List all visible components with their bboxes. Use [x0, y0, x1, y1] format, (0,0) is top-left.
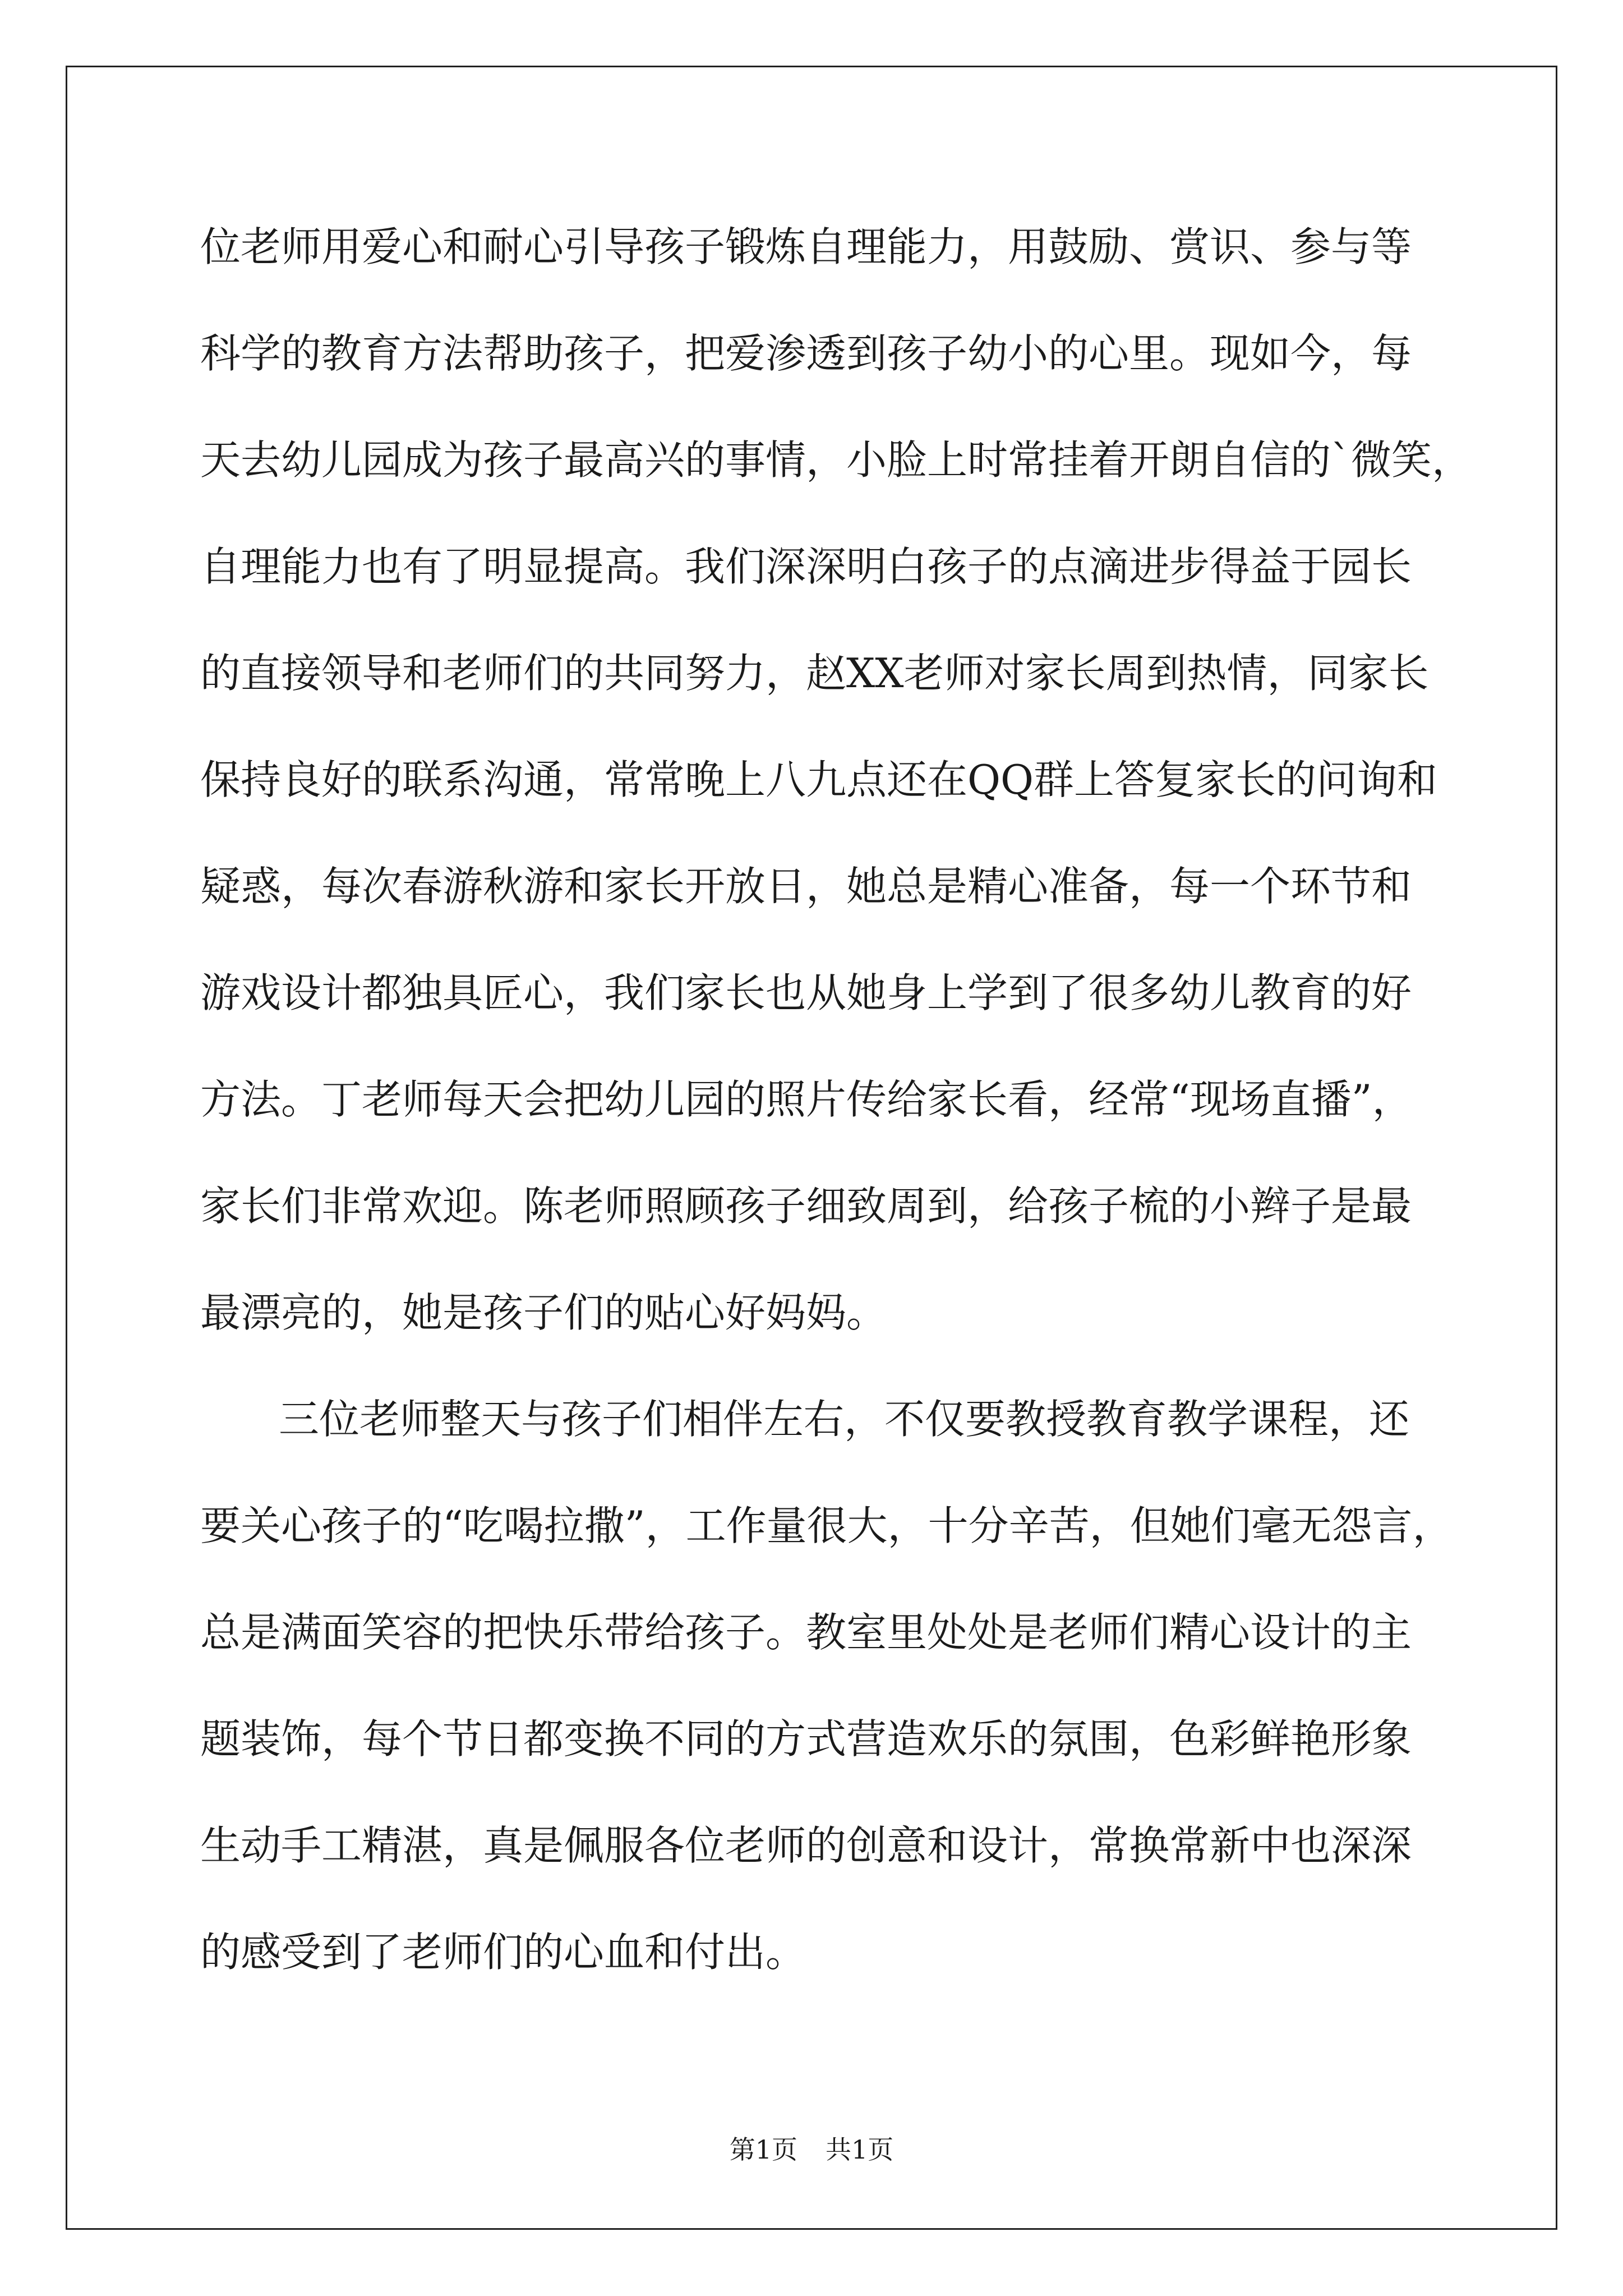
page-number: 第1页: [729, 2134, 797, 2165]
text-line: 游戏设计都独具匠心，我们家长也从她身上学到了很多幼儿教育的好: [200, 969, 1412, 1016]
text-line: 生动手工精湛，真是佩服各位老师的创意和设计，常换常新中也深深: [200, 1822, 1412, 1869]
text-line: 最漂亮的，她是孩子们的贴心好妈妈。: [200, 1289, 887, 1336]
text-line: 位老师用爱心和耐心引导孩子锻炼自理能力，用鼓励、赏识、参与等: [200, 223, 1412, 270]
text-line: 家长们非常欢迎。陈老师照顾孩子细致周到，给孩子梳的小辫子是最: [200, 1182, 1412, 1230]
paragraph-start-line: 三位老师整天与孩子们相伴左右，不仅要教授教育教学课程，还: [279, 1396, 1410, 1443]
page-footer: [0, 2129, 1623, 2166]
document-body: [200, 213, 1473, 2025]
text-line: 天去幼儿园成为孩子最高兴的事情，小脸上时常挂着开朗自信的`微笑，: [200, 436, 1473, 484]
text-line: 方法。丁老师每天会把幼儿园的照片传给家长看，经常“现场直播”，: [200, 1076, 1413, 1123]
text-line: 总是满面笑容的把快乐带给孩子。教室里处处是老师们精心设计的主: [200, 1609, 1412, 1656]
text-line: 题装饰，每个节日都变换不同的方式营造欢乐的氛围，色彩鲜艳形象: [200, 1715, 1412, 1763]
text-line: 的感受到了老师们的心血和付出。: [200, 1929, 806, 1976]
text-line: 自理能力也有了明显提高。我们深深明白孩子的点滴进步得益于园长: [200, 543, 1412, 590]
page-total: 共1页: [826, 2134, 894, 2165]
text-line: 要关心孩子的“吃喝拉撒”，工作量很大，十分辛苦，但她们毫无怨言，: [200, 1502, 1453, 1549]
text-line: 保持良好的联系沟通，常常晚上八九点还在QQ群上答复家长的问询和: [200, 756, 1438, 803]
text-line: 科学的教育方法帮助孩子，把爱渗透到孩子幼小的心里。现如今，每: [200, 330, 1412, 377]
text-line: 疑惑，每次春游秋游和家长开放日，她总是精心准备，每一个环节和: [200, 863, 1412, 910]
text-line: 的直接领导和老师们的共同努力，赵XX老师对家长周到热情，同家长: [200, 650, 1429, 697]
